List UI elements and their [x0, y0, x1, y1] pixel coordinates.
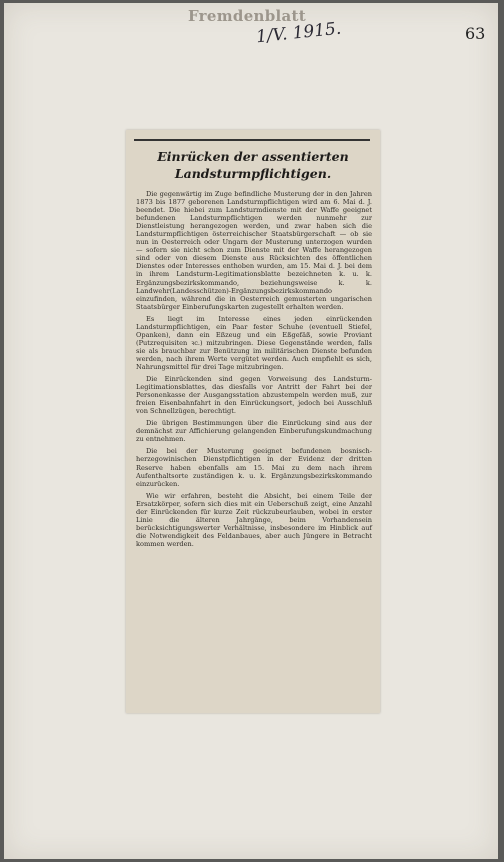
article-body [136, 190, 372, 552]
article-paragraph: Die übrigen Bestimmungen über die Einrückung sind aus der demnächst zur Affichierung gelangenden Einberufungskundmachung zu entnehmen. [136, 419, 372, 444]
newspaper-clipping [126, 130, 380, 713]
article-headline: Einrücken der assentierten Landsturmpflichtigen. [157, 149, 349, 181]
page-number: 63 [465, 24, 486, 43]
article-paragraph: Die gegenwärtig im Zuge befindliche Musterung der in den Jahren 1873 bis 1877 geborenen Landsturmpflichtigen wird am 6. Mai d. J. beendet. Die hiebei zum Landsturmdienste mit der Waffe geeignet befundenen Landsturmpflichtigen werden nunmehr zur Dienstleistung herangezogen werden, und zwar haben sich die Landsturmpflichtigen österreichischer Staatsbürgerschaft — ob sie nun in Oesterreich oder Ungarn der Musterung unterzogen wurden — sofern sie nicht schon zum Dienste mit der Waffe herangezogen sind oder von diesem Dienste aus Rücksichten des öffentlichen Dienstes oder Interesses enthoben wurden, am 15. Mai d. J. bei dem in ihrem Landsturm-Legitimationsblatte bezeichneten k. u. k. Ergänzungsbezirkskommando, beziehungsweise k. k. Landwehr(Landesschützen)-Ergänzungsbezirkskommando einzufinden, während die in Oesterreich gemusterten ungarischen Staatsbürger Einberufungskarten zugestellt erhalten werden. [136, 190, 372, 311]
article-paragraph: Es liegt im Interesse eines jeden einrückenden Landsturmpflichtigen, ein Paar fester Schuhe (eventuell Stiefel, Opanken), dann ein Eßzeug und ein Eßgefäß, sowie Proviant (Putzrequisiten ꝛc.) mitzubringen. Diese Gegenstände werden, falls sie als brauchbar zur Benützung im militärischen Dienste befunden werden, nach ihrem Werte vergütet werden. Auch empfiehlt es sich, Nahrungsmittel für drei Tage mitzubringen. [136, 314, 372, 371]
article-paragraph: Die bei der Musterung geeignet befundenen bosnisch-herzegowinischen Dienstpflichtigen in der Evidenz der dritten Reserve haben ebenfalls am 15. Mai zu dem nach ihrem Aufenthaltsorte zuständigen k. u. k. Ergänzungsbezirkskommando einzurücken. [136, 447, 372, 488]
article-paragraph: Wie wir erfahren, besteht die Absicht, bei einem Teile der Ersatzkörper, sofern sich dies mit ein Ueberschuß zeigt, eine Anzahl der Einrückenden für kurze Zeit rückzubeurlauben, wobei in erster Linie die älteren Jahrgänge, beim Vorhandensein berücksichtigungswerter Verhältnisse, insbesondere im Hinblick auf die Notwendigkeit des Feldanbaues, aber auch Jüngere in Betracht kommen werden. [136, 491, 372, 548]
handwritten-date: 1/V. 1915. [255, 18, 343, 48]
top-rule [134, 139, 370, 141]
article-paragraph: Die Einrückenden sind gegen Vorweisung des Landsturm-Legitimationsblattes, das diesfalls vor Antritt der Fahrt bei der Personenkasse der Ausgangsstation abzustempeln werden muß, zur freien Eisenbahnfahrt in den Einrückungsort, jedoch bei Ausschluß von Schnellzügen, berechtigt. [136, 375, 372, 416]
newspaper-masthead: Fremdenblatt [188, 7, 307, 25]
archive-page [4, 3, 498, 859]
